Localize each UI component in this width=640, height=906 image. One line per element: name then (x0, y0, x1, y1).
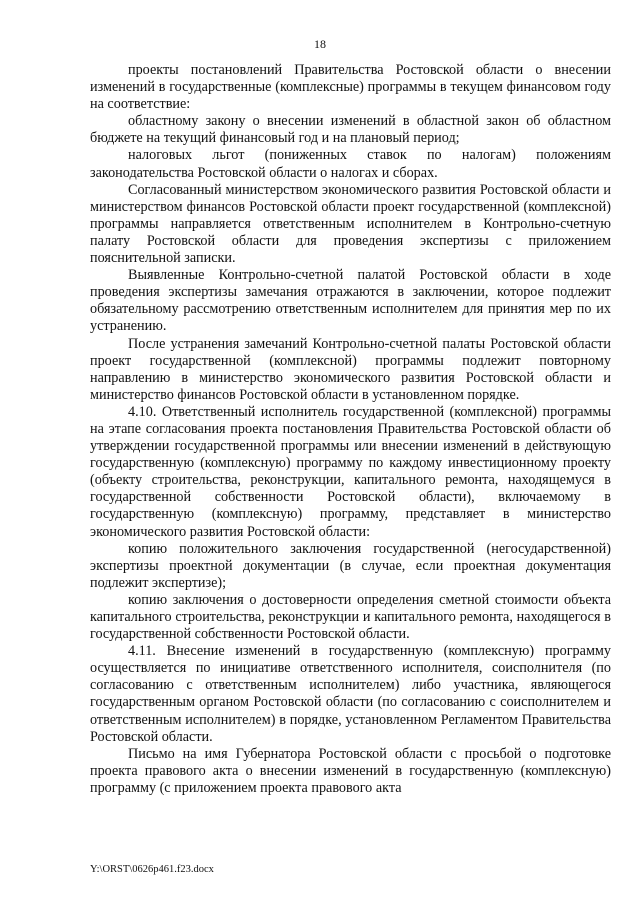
document-body (90, 62, 611, 797)
paragraph-section-4-10: 4.10. Ответственный исполнитель государственной (комплексной) программы на этапе согласования проекта постановления Правительства Ростовской области об утверждении государственной программы или внесении изменений в действующую государственную (комплексную) программу по каждому инвестиционному проекту (объекту строительства, реконструкции, капитального ремонта, находящемуся в государственной собственности Ростовской области), включаемому в государственную (комплексную) программу, представляет в министерство экономического развития Ростовской области: (90, 403, 611, 540)
paragraph-section-4-11: 4.11. Внесение изменений в государственную (комплексную) программу осуществляется по инициативе ответственного исполнителя, соисполнителя (по согласованию с ответственным исполнителем) либо участника, являющегося государственным органом Ростовской области (по согласованию с соисполнителем и ответственным исполнителем) в порядке, установленном Регламентом Правительства Ростовской области. (90, 643, 611, 745)
page-number: 18 (314, 37, 326, 51)
paragraph-draft-resolutions: проекты постановлений Правительства Ростовской области о внесении изменений в государственные (комплексные) программы в текущем финансовом году на соответствие: (90, 62, 611, 113)
paragraph-positive-conclusion-copy: копию положительного заключения государственной (негосударственной) экспертизы проектной документации (в случае, если проектная документация подлежит экспертизе); (90, 540, 611, 591)
paragraph-governor-letter: Письмо на имя Губернатора Ростовской области с просьбой о подготовке проекта правового акта о внесении изменений в государственную (комплексную) программу (с приложением проекта правового акта (90, 745, 611, 796)
paragraph-approved-draft: Согласованный министерством экономического развития Ростовской области и министерством финансов Ростовской области проект государственной (комплексной) программы направляется ответственным исполнителем в Контрольно-счетную палату Ростовской области для проведения экспертизы с приложением пояснительной записки. (90, 181, 611, 267)
paragraph-cost-reliability-copy: копию заключения о достоверности определения сметной стоимости объекта капитального строительства, реконструкции и капитального ремонта, находящегося в государственной собственности Ростовской области. (90, 591, 611, 643)
document-file-path: Y:\ORST\0626p461.f23.docx (90, 864, 214, 875)
paragraph-after-elimination: После устранения замечаний Контрольно-счетной палаты Ростовской области проект государственной (комплексной) программы подлежит повторному направлению в министерство экономического развития Ростовской области и министерство финансов Ростовской области в установленном порядке. (90, 335, 611, 403)
paragraph-tax-benefits: налоговых льгот (пониженных ставок по налогам) положениям законодательства Ростовской области о налогах и сборах. (90, 147, 611, 181)
paragraph-identified-remarks: Выявленные Контрольно-счетной палатой Ростовской области в ходе проведения экспертизы замечания отражаются в заключении, которое подлежит обязательному рассмотрению ответственным исполнителем для принятия мер по их устранению. (90, 267, 611, 335)
paragraph-regional-budget-law: областному закону о внесении изменений в областной закон об областном бюджете на текущий финансовый год и на плановый период; (90, 113, 611, 147)
